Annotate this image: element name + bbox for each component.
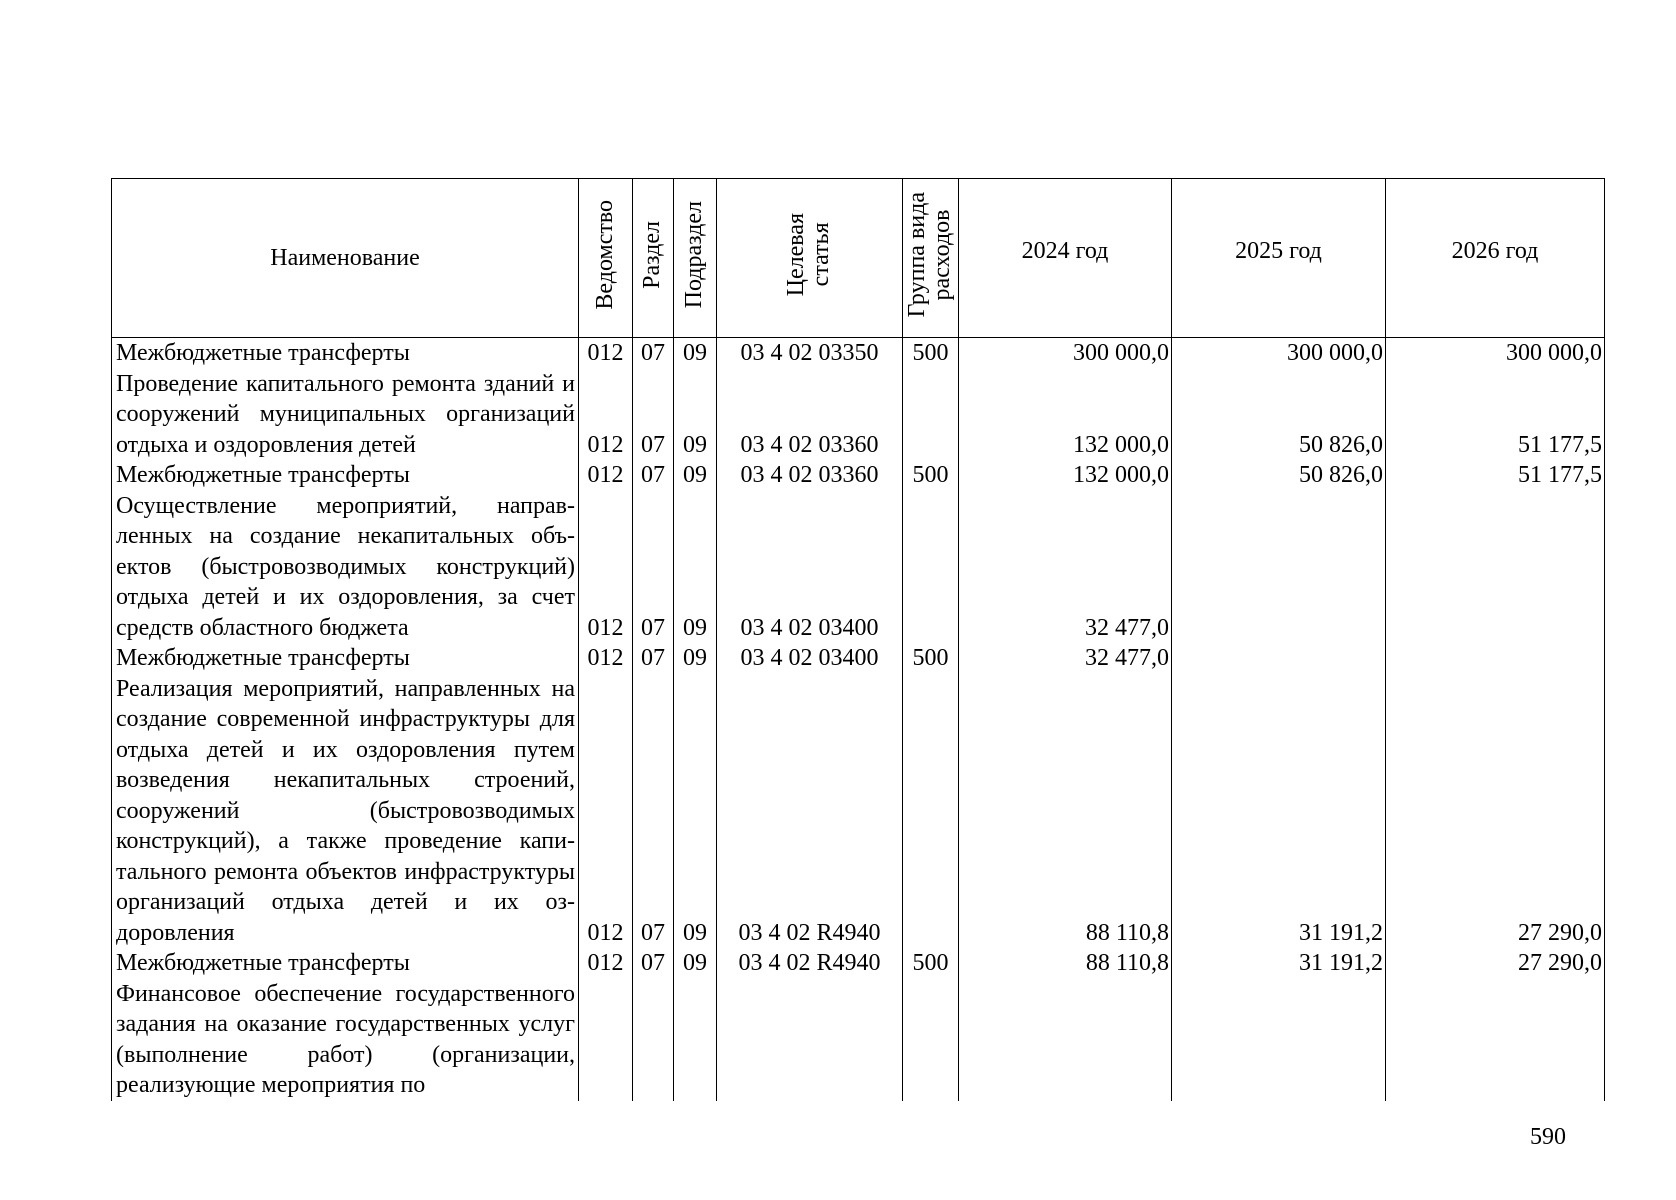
row-podrazdel: 09 <box>674 948 717 979</box>
row-razdel <box>633 979 674 1101</box>
row-celevaya: 03 4 02 R4940 <box>717 674 903 949</box>
row-value-2026: 27 290,0 <box>1386 674 1605 949</box>
row-value-2025 <box>1172 979 1386 1101</box>
row-value-2026 <box>1386 979 1605 1101</box>
row-name: Межбюджетные трансферты <box>112 643 579 674</box>
row-celevaya: 03 4 02 R4940 <box>717 948 903 979</box>
row-razdel: 07 <box>633 643 674 674</box>
header-year-2024-label: 2024 год <box>1021 237 1109 264</box>
header-year-2024 <box>959 179 1172 338</box>
row-vedomstvo <box>579 979 633 1101</box>
header-gruppa <box>903 179 959 338</box>
header-name <box>112 179 579 338</box>
row-gruppa <box>903 979 959 1101</box>
row-podrazdel: 09 <box>674 643 717 674</box>
row-celevaya <box>717 979 903 1101</box>
header-razdel-label: Раздел <box>639 220 666 289</box>
row-value-2026: 27 290,0 <box>1386 948 1605 979</box>
row-gruppa: 500 <box>903 460 959 491</box>
budget-table <box>111 178 1605 1101</box>
header-celevaya-line2: статья <box>808 222 835 287</box>
table-header-row <box>112 179 1605 338</box>
row-celevaya: 03 4 02 03360 <box>717 369 903 461</box>
row-value-2026: 51 177,5 <box>1386 369 1605 461</box>
row-celevaya: 03 4 02 03400 <box>717 643 903 674</box>
row-vedomstvo: 012 <box>579 643 633 674</box>
row-razdel: 07 <box>633 369 674 461</box>
row-vedomstvo: 012 <box>579 338 633 369</box>
row-podrazdel: 09 <box>674 460 717 491</box>
row-name: Межбюджетные трансферты <box>112 338 579 369</box>
row-name: Межбюджетные трансферты <box>112 948 579 979</box>
table-row <box>112 338 1605 369</box>
row-podrazdel: 09 <box>674 674 717 949</box>
row-gruppa <box>903 674 959 949</box>
row-value-2024: 88 110,8 <box>959 948 1172 979</box>
header-year-2026 <box>1386 179 1605 338</box>
row-value-2026 <box>1386 643 1605 674</box>
header-year-2025-label: 2025 год <box>1235 237 1322 264</box>
header-podrazdel <box>674 179 717 338</box>
table-row-continued <box>112 979 1605 1101</box>
table-row <box>112 674 1605 949</box>
row-celevaya: 03 4 02 03400 <box>717 491 903 644</box>
row-name: Финансовое обеспечение государственного задания на оказание государственных услуг (выполнение работ) (организации, реализующие мероприятия по <box>112 979 579 1101</box>
row-value-2024: 132 000,0 <box>959 460 1172 491</box>
row-podrazdel: 09 <box>674 491 717 644</box>
row-value-2025: 31 191,2 <box>1172 674 1386 949</box>
table-row <box>112 643 1605 674</box>
row-value-2025: 50 826,0 <box>1172 369 1386 461</box>
table-row <box>112 460 1605 491</box>
row-value-2025 <box>1172 643 1386 674</box>
row-value-2025: 50 826,0 <box>1172 460 1386 491</box>
row-razdel: 07 <box>633 674 674 949</box>
header-vedomstvo <box>579 179 633 338</box>
row-podrazdel: 09 <box>674 338 717 369</box>
header-podrazdel-label: Подраздел <box>681 200 708 309</box>
header-gruppa-line1: Группа вида <box>904 191 931 318</box>
row-name: Проведение капитального ремонта зданий и сооружений муниципальных организаций отдыха и оздоровления детей <box>112 369 579 461</box>
row-value-2024: 32 477,0 <box>959 491 1172 644</box>
header-vedomstvo-label: Ведомство <box>591 199 618 310</box>
row-vedomstvo: 012 <box>579 369 633 461</box>
row-name: Осуществление мероприятий, направленных на создание некапитальных объектов (быстровозводимых конструкций) отдыха детей и их оздоровления, за счет средств областного бюджета <box>112 491 579 644</box>
row-vedomstvo: 012 <box>579 674 633 949</box>
row-vedomstvo: 012 <box>579 948 633 979</box>
row-value-2025: 31 191,2 <box>1172 948 1386 979</box>
header-name-label: Наименование <box>270 244 420 271</box>
row-gruppa: 500 <box>903 948 959 979</box>
header-celevaya <box>717 179 903 338</box>
row-value-2026 <box>1386 491 1605 644</box>
row-value-2026: 300 000,0 <box>1386 338 1605 369</box>
header-gruppa-line2: расходов <box>929 209 956 300</box>
row-celevaya: 03 4 02 03360 <box>717 460 903 491</box>
row-gruppa <box>903 491 959 644</box>
row-value-2026: 51 177,5 <box>1386 460 1605 491</box>
row-value-2024: 32 477,0 <box>959 643 1172 674</box>
header-year-2026-label: 2026 год <box>1451 237 1539 264</box>
row-podrazdel <box>674 979 717 1101</box>
row-gruppa: 500 <box>903 338 959 369</box>
row-value-2024: 132 000,0 <box>959 369 1172 461</box>
row-name: Реализация мероприятий, направленных на создание современной инфраструктуры для отдыха детей и их оздоровления путем возведения некапитальных строений, сооружений (быстровозводимых конструкций), а также проведение капитального ремонта объектов инфраструктуры организаций отдыха детей и их оздоровления <box>112 674 579 949</box>
header-gruppa-label <box>905 192 955 317</box>
row-value-2024: 88 110,8 <box>959 674 1172 949</box>
header-razdel <box>633 179 674 338</box>
row-razdel: 07 <box>633 491 674 644</box>
row-gruppa: 500 <box>903 643 959 674</box>
row-vedomstvo: 012 <box>579 491 633 644</box>
header-celevaya-line1: Целевая <box>783 212 810 297</box>
row-razdel: 07 <box>633 338 674 369</box>
table-row <box>112 491 1605 644</box>
row-podrazdel: 09 <box>674 369 717 461</box>
row-razdel: 07 <box>633 948 674 979</box>
row-name: Межбюджетные трансферты <box>112 460 579 491</box>
table-row <box>112 369 1605 461</box>
row-gruppa <box>903 369 959 461</box>
header-year-2025 <box>1172 179 1386 338</box>
header-celevaya-label <box>784 213 834 296</box>
page-number: 590 <box>1530 1124 1566 1150</box>
row-value-2024: 300 000,0 <box>959 338 1172 369</box>
row-vedomstvo: 012 <box>579 460 633 491</box>
row-razdel: 07 <box>633 460 674 491</box>
table-row <box>112 948 1605 979</box>
row-celevaya: 03 4 02 03350 <box>717 338 903 369</box>
row-value-2024 <box>959 979 1172 1101</box>
row-value-2025 <box>1172 491 1386 644</box>
row-value-2025: 300 000,0 <box>1172 338 1386 369</box>
